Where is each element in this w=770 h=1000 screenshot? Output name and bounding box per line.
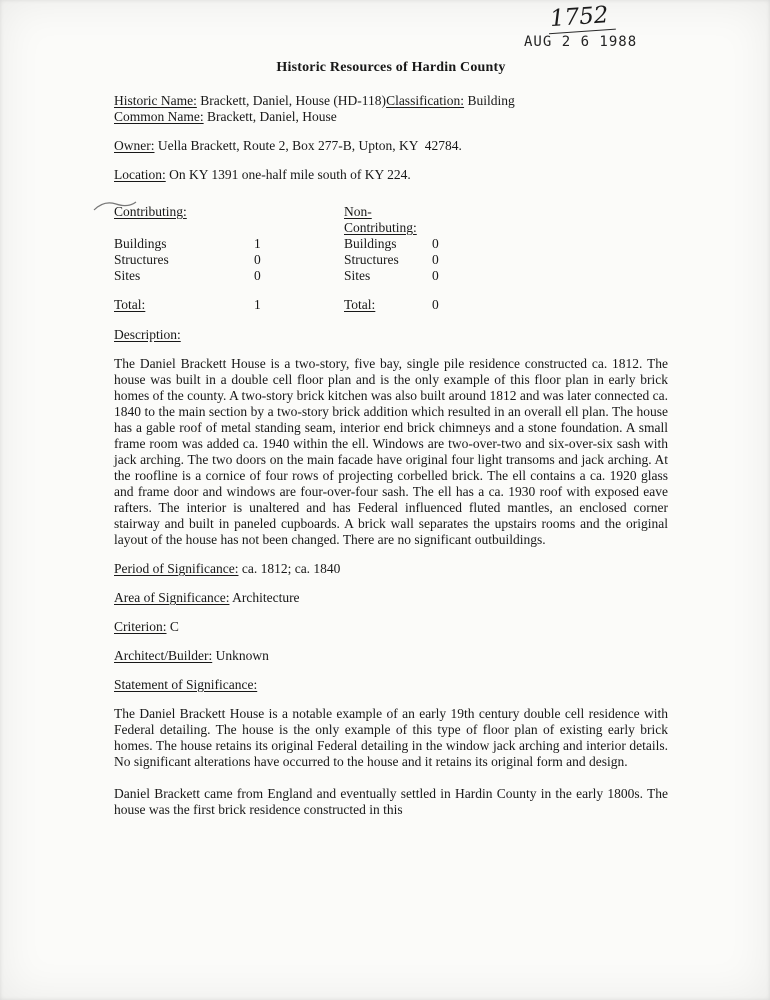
count-row-value: 0 bbox=[432, 268, 439, 283]
statement-paragraph-1: The Daniel Brackett House is a notable example of an early 19th century double cell residence with Federal detailing. The house is the only example of this type of floor plan of existing early brick homes. The house retains its original Federal detailing in the window jack arching and interior details. No significant alterations have occurred to the house and it retains its original form and design. bbox=[114, 706, 668, 769]
period-line bbox=[114, 561, 668, 577]
description-label: Description: bbox=[114, 327, 181, 342]
total-non-contributing: 0 bbox=[432, 297, 439, 312]
count-total-row bbox=[114, 297, 668, 313]
count-row-category: Sites bbox=[114, 268, 141, 283]
owner-label: Owner: bbox=[114, 138, 155, 153]
area-label: Area of Significance: bbox=[114, 590, 230, 605]
architect-value: Unknown bbox=[215, 648, 269, 663]
period-value: ca. 1812; ca. 1840 bbox=[241, 561, 341, 576]
total-contributing: 1 bbox=[254, 297, 261, 312]
spacer bbox=[254, 204, 344, 236]
criterion-value: C bbox=[169, 619, 179, 634]
area-line bbox=[114, 590, 668, 606]
count-row-value: 0 bbox=[432, 252, 439, 267]
statement-label: Statement of Significance: bbox=[114, 677, 258, 692]
common-name-label: Common Name: bbox=[114, 109, 204, 124]
architect-label: Architect/Builder: bbox=[114, 648, 213, 663]
architect-line bbox=[114, 648, 668, 664]
count-row-value: 1 bbox=[254, 236, 261, 251]
common-name-line bbox=[114, 109, 668, 125]
count-grid bbox=[114, 204, 668, 284]
historic-name-value: Brackett, Daniel, House (HD-118) bbox=[200, 93, 387, 108]
historic-name-line bbox=[114, 93, 668, 109]
criterion-label: Criterion: bbox=[114, 619, 167, 634]
classification-value: Building bbox=[467, 93, 515, 108]
criterion-line bbox=[114, 619, 668, 635]
resource-count-table bbox=[114, 204, 668, 313]
count-row-value: 0 bbox=[432, 236, 439, 251]
count-row-category: Buildings bbox=[344, 236, 397, 251]
count-row-value: 0 bbox=[254, 268, 261, 283]
non-contributing-header: Non-Contributing: bbox=[344, 204, 417, 235]
classification-label: Classification: bbox=[386, 93, 465, 108]
historic-name-label: Historic Name: bbox=[114, 93, 197, 108]
count-row-category: Sites bbox=[344, 268, 371, 283]
count-row-category: Buildings bbox=[114, 236, 167, 251]
handwritten-check-mark bbox=[92, 196, 138, 214]
total-label: Total: bbox=[344, 297, 376, 312]
date-stamp: AUG 2 6 1988 bbox=[524, 34, 638, 50]
statement-heading bbox=[114, 677, 668, 693]
common-name-value: Brackett, Daniel, House bbox=[207, 109, 337, 124]
location-label: Location: bbox=[114, 167, 166, 182]
count-row-category: Structures bbox=[344, 252, 399, 267]
spacer bbox=[432, 204, 668, 236]
description-paragraph: The Daniel Brackett House is a two-story, five bay, single pile residence constructed ca. 1812. The house was built in a double cell floor plan and is the only example of this floor plan in early brick homes of the county. A two-story brick kitchen was also built around 1812 and was later connected ca. 1840 to the main section by a two-story brick addition which resulted in an overall ell plan. The house has a gable roof of metal standing seam, interior end brick chimneys and a stone foundation. A small frame room was added ca. 1940 within the ell. Windows are two-over-two and six-over-six sash with jack arching. The two doors on the main facade have original four light transoms and jack arching. At the roofline is a cornice of four rows of projecting corbelled brick. The ell contains a ca. 1920 glass and frame door and windows are four-over-four sash. The ell has a ca. 1930 roof with exposed eave rafters. The interior is unaltered and has Federal influenced fluted mantles, an enclosed corner stairway and built in paneled cupboards. A brick wall separates the upstairs rooms and the original layout of the house has not been changed. There are no significant outbuildings. bbox=[114, 356, 668, 547]
count-row-category: Structures bbox=[114, 252, 169, 267]
count-row-value: 0 bbox=[254, 252, 261, 267]
total-label: Total: bbox=[114, 297, 146, 312]
page-title: Historic Resources of Hardin County bbox=[276, 60, 506, 75]
statement-paragraph-2: Daniel Brackett came from England and eventually settled in Hardin County in the early 1800s. The house was the first brick residence constructed in this bbox=[114, 786, 668, 817]
owner-line bbox=[114, 138, 668, 154]
document-content bbox=[114, 60, 668, 818]
area-value: Architecture bbox=[232, 590, 300, 605]
contributing-header: Contributing: bbox=[114, 204, 187, 219]
period-label: Period of Significance: bbox=[114, 561, 239, 576]
handwritten-number: 1752 bbox=[547, 2, 615, 35]
owner-value: Uella Brackett, Route 2, Box 277-B, Upton, KY 42784. bbox=[157, 138, 462, 153]
location-value: On KY 1391 one-half mile south of KY 224. bbox=[169, 167, 411, 182]
description-heading bbox=[114, 327, 668, 343]
location-line bbox=[114, 167, 668, 183]
